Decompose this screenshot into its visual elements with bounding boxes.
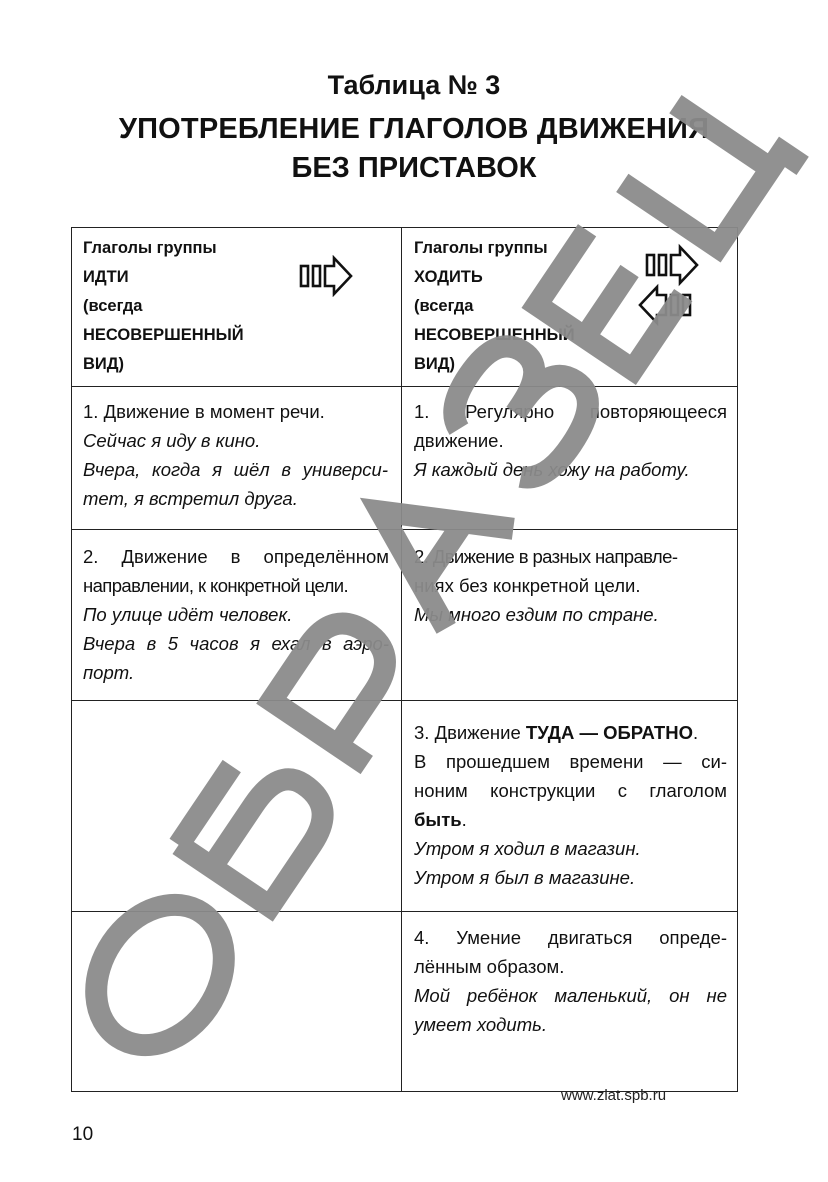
header-group-name: ИДТИ [83,268,129,286]
usage-heading: направлении, к конкретной цели. [83,575,349,596]
header-label: ВИД) [414,355,456,373]
usage-heading: 4. Умение двигаться опреде- [414,927,727,948]
page-title: УПОТРЕБЛЕНИЕ ГЛАГОЛОВ ДВИЖЕНИЯ [118,113,710,145]
header-label: Глаголы группы [414,239,548,257]
header-hodit [414,234,575,379]
row1-right-cell [414,397,727,484]
usage-heading: 1. Движение в момент речи. [83,401,325,422]
row-divider [71,386,738,387]
usage-heading-text: 3. Движение [414,722,526,743]
usage-description: В прошедшем времени — си- [414,751,727,772]
example-sentence: тет, я встретил друга. [83,488,298,509]
table-number-title: Таблица № 3 [327,70,501,100]
example-sentence: Утром я был в магазине. [414,867,636,888]
header-label: Глаголы группы [83,239,217,257]
usage-heading: лённым образом. [414,956,565,977]
footer-url: www.zlat.spb.ru [561,1087,667,1104]
usage-description-bold: быть [414,809,462,830]
usage-description: ноним конструкции с глаголом [414,780,727,801]
example-sentence: По улице идёт человек. [83,604,293,625]
page-subtitle: БЕЗ ПРИСТАВОК [291,152,537,184]
example-sentence: Утром я ходил в магазин. [414,838,641,859]
usage-heading: ниях без конкретной цели. [414,575,641,596]
example-sentence: порт. [83,662,135,683]
header-label: НЕСОВЕРШЕННЫЙ [83,326,244,344]
row-divider [71,700,738,701]
column-divider [401,227,402,1092]
header-label: НЕСОВЕРШЕННЫЙ [414,326,575,344]
page-number: 10 [72,1124,94,1145]
example-sentence: Вчера в 5 часов я ехал в аэро- [83,633,389,654]
usage-heading: 2. Движение в разных направле- [414,546,678,567]
usage-description-text: . [461,809,467,830]
row4-right-cell [414,923,727,1039]
example-sentence: Вчера, когда я шёл в универси- [83,459,388,480]
arrow-right-icon [298,255,354,297]
usage-heading-text: . [692,722,699,743]
usage-heading: 1. Регулярно повторяющееся [414,401,727,422]
header-label: (всегда [414,297,474,315]
header-label: ВИД) [83,355,125,373]
header-idti [83,234,244,379]
row1-left-cell [83,397,388,513]
example-sentence: Мой ребёнок маленький, он не [414,985,727,1006]
usage-heading: движение. [414,430,504,451]
usage-description [414,805,727,834]
example-sentence: Я каждый день хожу на работу. [414,459,690,480]
example-sentence: Сейчас я иду в кино. [83,430,261,451]
row2-right-cell [414,542,727,629]
header-group-name: ХОДИТЬ [414,268,483,286]
row-divider [71,529,738,530]
usage-heading-bold: ТУДА — ОБРАТНО [525,722,693,743]
arrow-right-left-icon [636,238,700,334]
row3-right-cell [414,718,727,892]
row2-left-cell [83,542,389,687]
usage-heading: 2. Движение в определённом [83,546,389,567]
header-label: (всегда [83,297,143,315]
row-divider [71,911,738,912]
example-sentence: Мы много ездим по стране. [414,604,659,625]
example-sentence: умеет ходить. [414,1014,547,1035]
usage-heading [414,718,727,747]
